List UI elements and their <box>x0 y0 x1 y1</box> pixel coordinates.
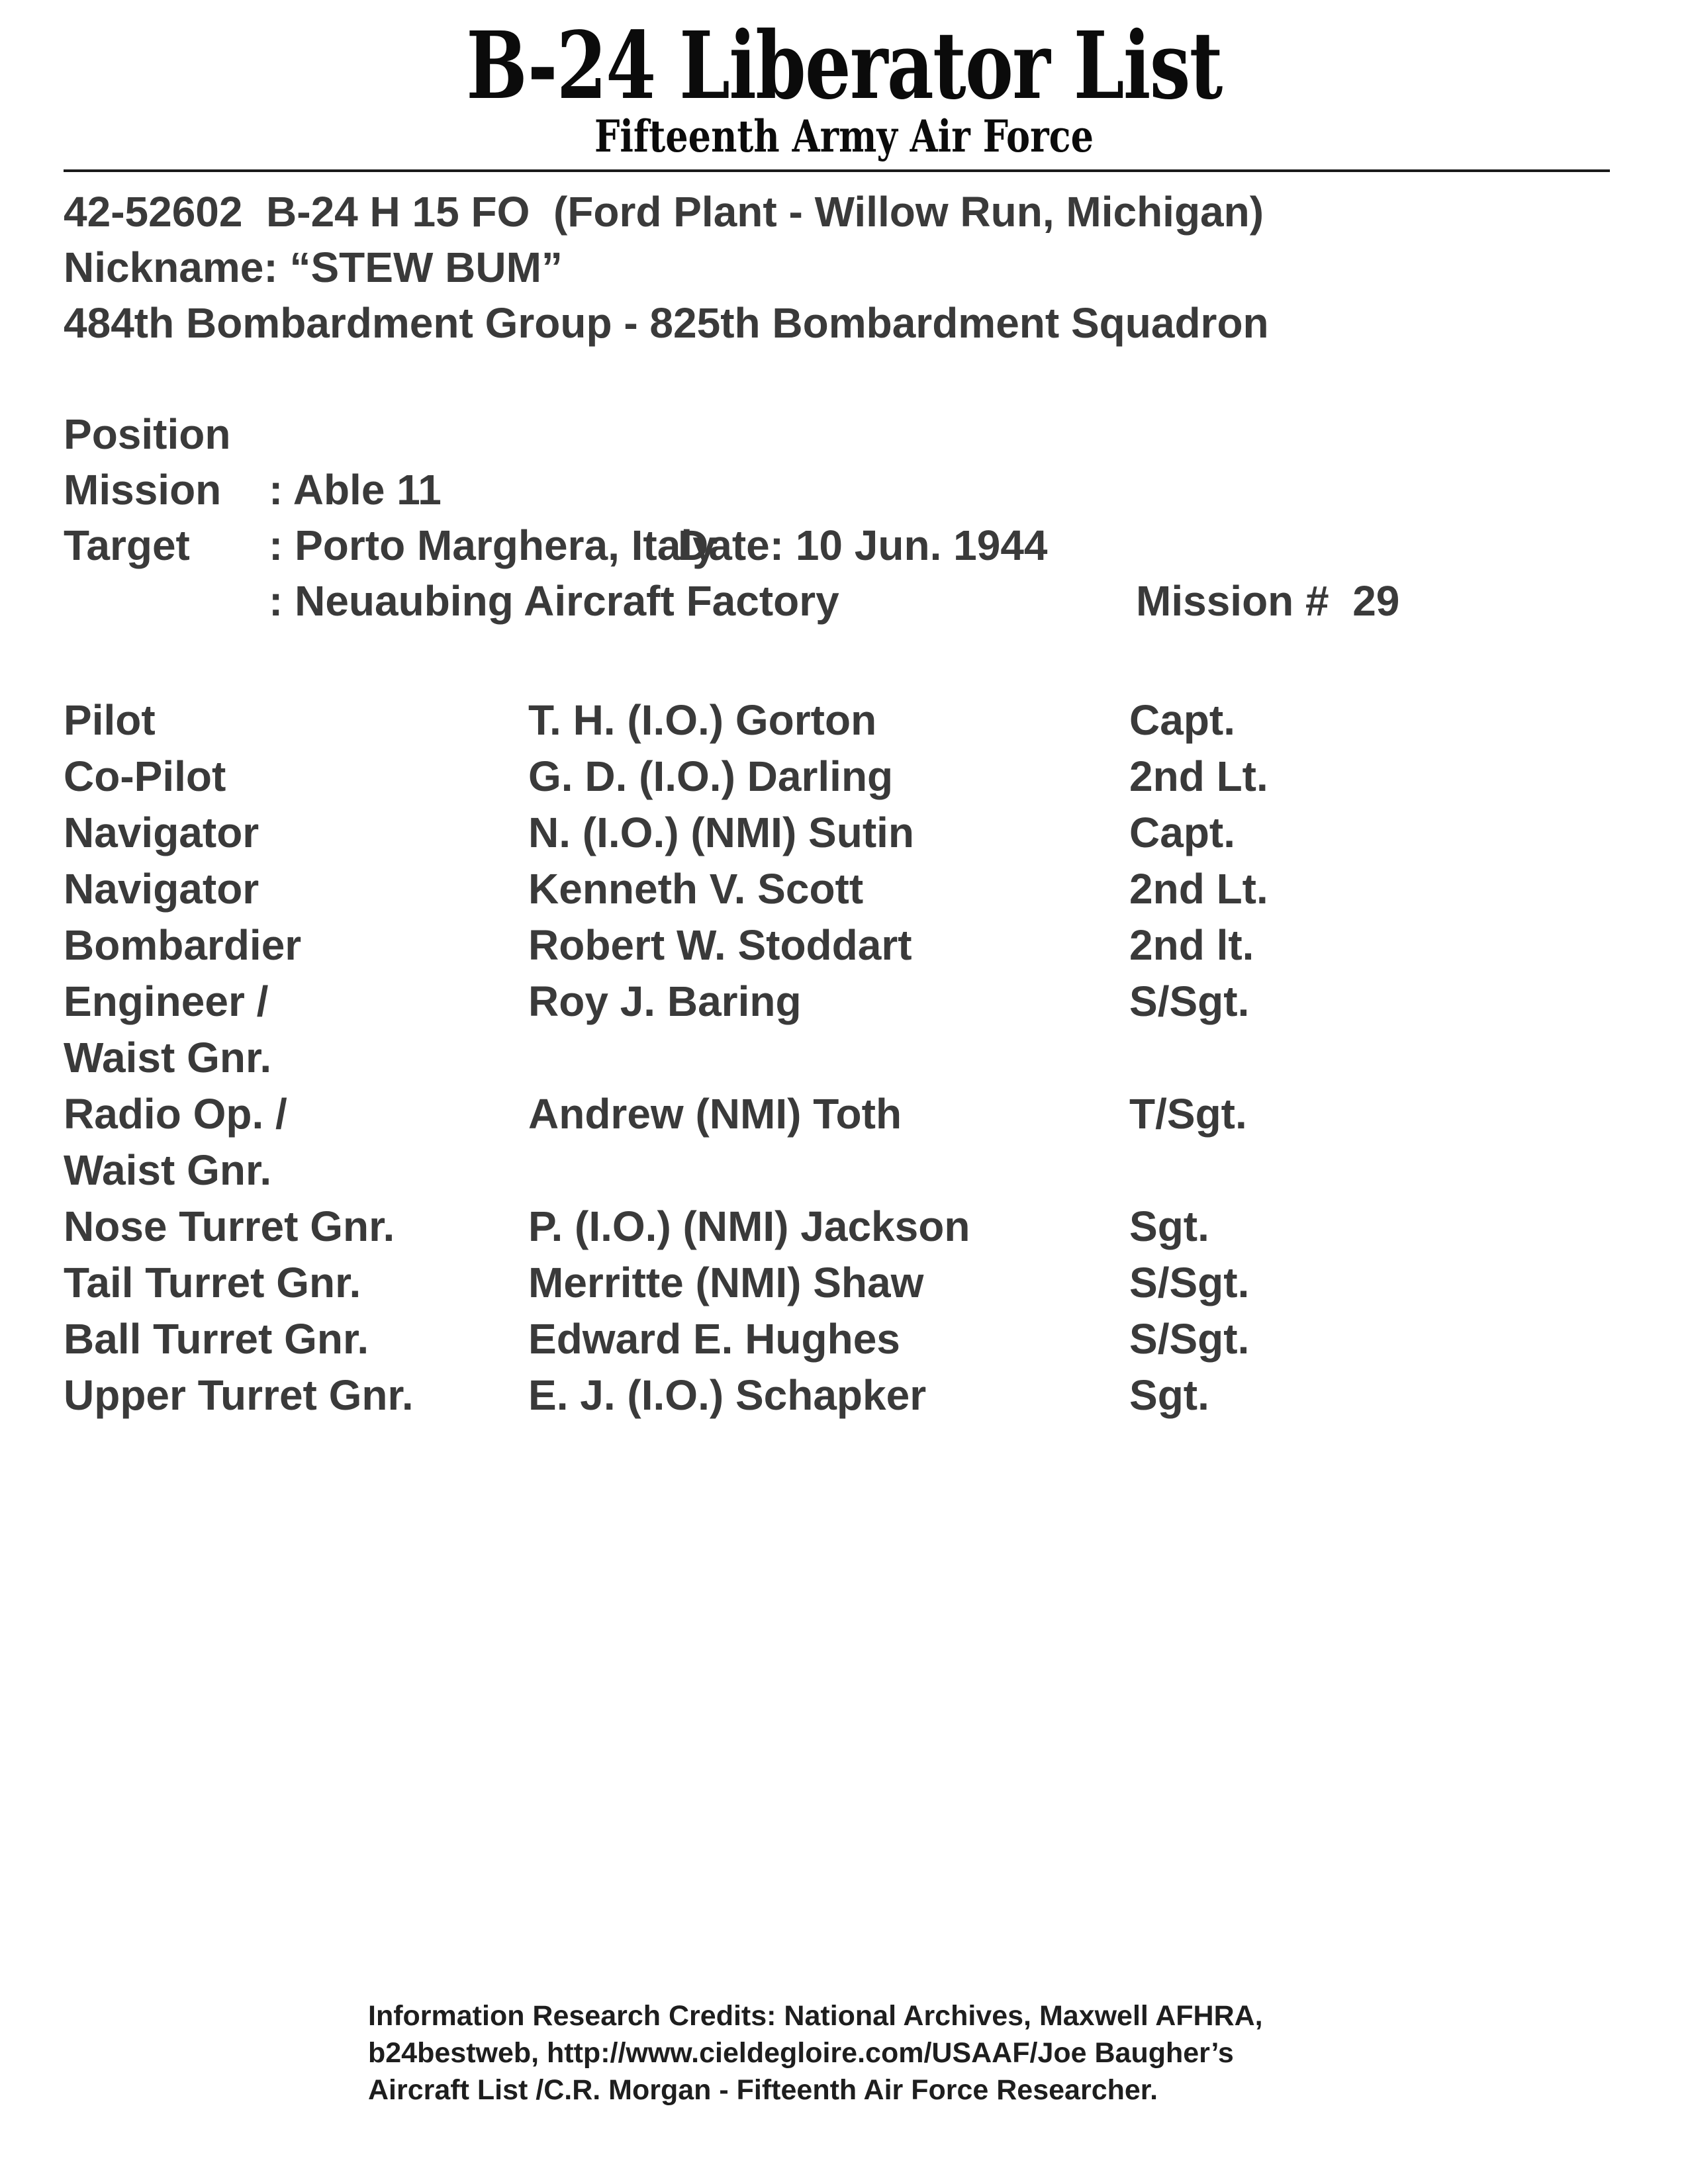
crew-rank: Sgt. <box>1129 1371 1209 1419</box>
crew-row <box>0 974 1688 1086</box>
mission-label: Mission <box>64 466 222 514</box>
header-divider <box>64 169 1610 172</box>
crew-rank: 2nd lt. <box>1129 921 1254 969</box>
crew-role <box>64 1086 527 1199</box>
crew-name: P. (I.O.) (NMI) Jackson <box>528 1203 970 1250</box>
mission-date: Date: 10 Jun. 1944 <box>678 522 1048 569</box>
aircraft-nickname-line: Nickname: “STEW BUM” <box>64 244 563 291</box>
crew-role: Navigator <box>64 809 259 856</box>
aircraft-unit-line: 484th Bombardment Group - 825th Bombardment Squadron <box>64 299 1269 347</box>
crew-rank: Sgt. <box>1129 1203 1209 1250</box>
target-value: : Neuaubing Aircraft Factory <box>269 577 839 625</box>
crew-name: Roy J. Baring <box>528 978 802 1025</box>
target-line <box>0 462 1688 684</box>
crew-name: Kenneth V. Scott <box>528 865 864 913</box>
crew-rank: S/Sgt. <box>1129 1315 1250 1363</box>
mission-value: : Porto Marghera, Italy <box>269 522 716 569</box>
aircraft-serial-line: 42-52602 B-24 H 15 FO (Ford Plant - Willow Run, Michigan) <box>64 188 1264 236</box>
credits-line3: Aircraft List /C.R. Morgan - Fifteenth Air Force Researcher. <box>368 2074 1158 2106</box>
crew-rank: 2nd Lt. <box>1129 865 1268 913</box>
crew-role <box>64 974 527 1086</box>
crew-role-line1: Radio Op. / <box>64 1090 287 1138</box>
crew-name: Andrew (NMI) Toth <box>528 1090 902 1138</box>
crew-name: Merritte (NMI) Shaw <box>528 1259 924 1306</box>
crew-role: Navigator <box>64 865 259 913</box>
crew-name: Robert W. Stoddart <box>528 921 912 969</box>
crew-row <box>0 1367 1688 1480</box>
crew-rank: Capt. <box>1129 809 1235 856</box>
position-label: Position <box>64 410 231 458</box>
crew-rank: Capt. <box>1129 696 1235 744</box>
crew-role: Bombardier <box>64 921 302 969</box>
crew-role: Pilot <box>64 696 156 744</box>
crew-role: Upper Turret Gnr. <box>64 1371 414 1419</box>
crew-rank: S/Sgt. <box>1129 1259 1250 1306</box>
crew-role: Tail Turret Gnr. <box>64 1259 361 1306</box>
crew-rank: T/Sgt. <box>1129 1090 1247 1138</box>
crew-role: Nose Turret Gnr. <box>64 1203 395 1250</box>
target-label: Target <box>64 522 190 569</box>
crew-role: Co-Pilot <box>64 752 226 800</box>
crew-rank: S/Sgt. <box>1129 978 1250 1025</box>
credits-line2: b24bestweb, http://www.cieldegloire.com/USAAF/Joe Baugher’s <box>368 2037 1234 2069</box>
crew-role-line1: Engineer / <box>64 978 269 1025</box>
crew-name: T. H. (I.O.) Gorton <box>528 696 877 744</box>
research-credits <box>368 1997 1427 2109</box>
crew-name: G. D. (I.O.) Darling <box>528 752 894 800</box>
crew-role-line2: Waist Gnr. <box>64 1034 272 1081</box>
position-value: : Able 11 <box>269 466 442 514</box>
crew-role: Ball Turret Gnr. <box>64 1315 369 1363</box>
crew-role-line2: Waist Gnr. <box>64 1146 272 1194</box>
page-title: B-24 Liberator List <box>466 12 1222 120</box>
crew-row <box>0 1086 1688 1199</box>
page-subtitle: Fifteenth Army Air Force <box>594 111 1094 162</box>
crew-name: N. (I.O.) (NMI) Sutin <box>528 809 914 856</box>
credits-line1: Information Research Credits: National Archives, Maxwell AFHRA, <box>368 2000 1263 2032</box>
crew-rank: 2nd Lt. <box>1129 752 1268 800</box>
crew-name: Edward E. Hughes <box>528 1315 900 1363</box>
mission-number: Mission # 29 <box>1136 577 1400 625</box>
crew-name: E. J. (I.O.) Schapker <box>528 1371 927 1419</box>
